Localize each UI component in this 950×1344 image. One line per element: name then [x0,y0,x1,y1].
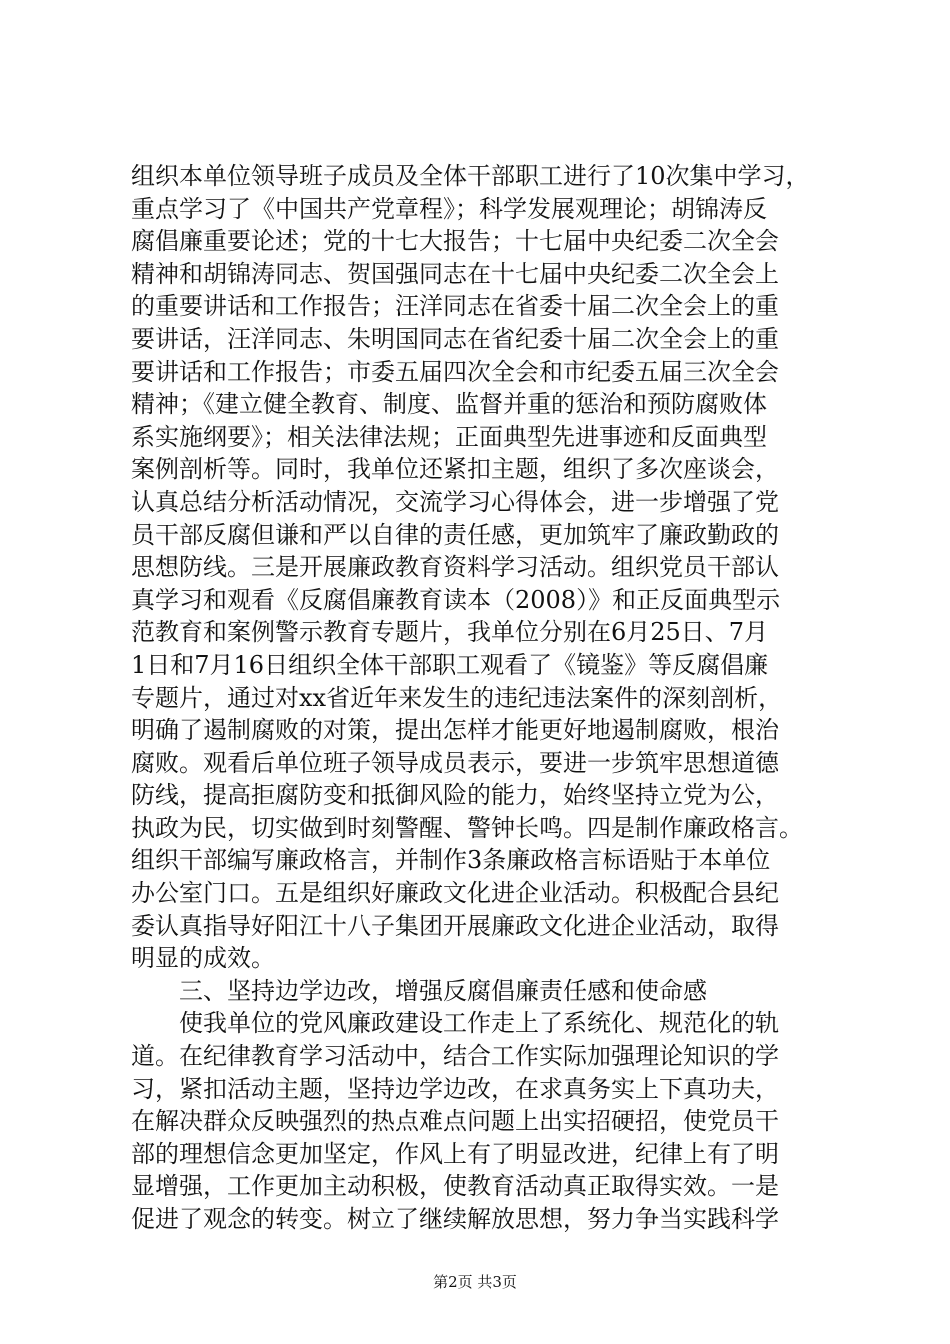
text-line: 执政为民，切实做到时刻警醒、警钟长鸣。四是制作廉政格言。 [131,813,803,842]
text-line: 真学习和观看《反腐倡廉教育读本（2008）》和正反面典型示 [131,585,781,614]
text-line: 促进了观念的转变。树立了继续解放思想，努力争当实践科学 [131,1205,779,1233]
text-line: 要讲话和工作报告；市委五届四次全会和市纪委五届三次全会 [131,357,779,386]
text-line: 习，紧扣活动主题，坚持边学边改，在求真务实上下真功夫， [131,1074,779,1103]
text-line: 委认真指导好阳江十八子集团开展廉政文化进企业活动，取得 [131,911,779,940]
text-line: 使我单位的党风廉政建设工作走上了系统化、规范化的轨 [131,1009,779,1038]
text-line: 组织本单位领导班子成员及全体干部职工进行了10次集中学习， [131,162,810,190]
text-line: 精神；《建立健全教育、制度、监督并重的惩治和预防腐败体 [131,390,767,419]
text-line: 腐倡廉重要论述；党的十七大报告；十七届中央纪委二次全会 [131,227,779,256]
text-line: 范教育和案例警示教育专题片，我单位分别在6月25日、7月 [131,618,769,647]
text-line: 思想防线。三是开展廉政教育资料学习活动。组织党员干部认 [131,553,779,582]
text-line: 显增强，工作更加主动积极，使教育活动真正取得实效。一是 [131,1172,779,1201]
text-line: 专题片，通过对xx省近年来发生的违纪违法案件的深刻剖析， [131,683,783,712]
text-line: 精神和胡锦涛同志、贺国强同志在十七届中央纪委二次全会上 [131,259,779,288]
text-line: 认真总结分析活动情况，交流学习心得体会，进一步增强了党 [131,487,779,516]
text-line: 组织干部编写廉政格言，并制作3条廉政格言标语贴于本单位 [131,846,771,875]
text-line: 防线，提高拒腐防变和抵御风险的能力，始终坚持立党为公， [131,781,779,810]
text-line: 员干部反腐但谦和严以自律的责任感，更加筑牢了廉政勤政的 [131,520,779,549]
page-footer: 第2页 共3页 [433,1273,517,1291]
body-text [131,160,831,1236]
text-line: 明确了遏制腐败的对策，提出怎样才能更好地遏制腐败，根治 [131,716,779,745]
text-line: 1日和7月16日组织全体干部职工观看了《镜鉴》等反腐倡廉 [131,650,769,679]
text-line: 道。在纪律教育学习活动中，结合工作实际加强理论知识的学 [131,1042,779,1071]
text-line: 的重要讲话和工作报告；汪洋同志在省委十届二次全会上的重 [131,292,779,321]
text-line: 在解决群众反映强烈的热点难点问题上出实招硬招，使党员干 [131,1107,779,1136]
text-line: 重点学习了《中国共产党章程》；科学发展观理论；胡锦涛反 [131,194,767,223]
text-line: 案例剖析等。同时，我单位还紧扣主题，组织了多次座谈会， [131,455,779,484]
text-line: 腐败。观看后单位班子领导成员表示，要进一步筑牢思想道德 [131,748,779,777]
text-line: 要讲话，汪洋同志、朱明国同志在省纪委十届二次全会上的重 [131,324,779,353]
text-line: 部的理想信念更加坚定，作风上有了明显改进，纪律上有了明 [131,1139,779,1168]
text-line: 明显的成效。 [131,944,275,973]
text-line: 系实施纲要》；相关法律法规；正面典型先进事迹和反面典型 [131,422,767,451]
text-line: 三、坚持边学边改，增强反腐倡廉责任感和使命感 [131,976,707,1005]
text-line: 办公室门口。五是组织好廉政文化进企业活动。积极配合县纪 [131,879,779,908]
